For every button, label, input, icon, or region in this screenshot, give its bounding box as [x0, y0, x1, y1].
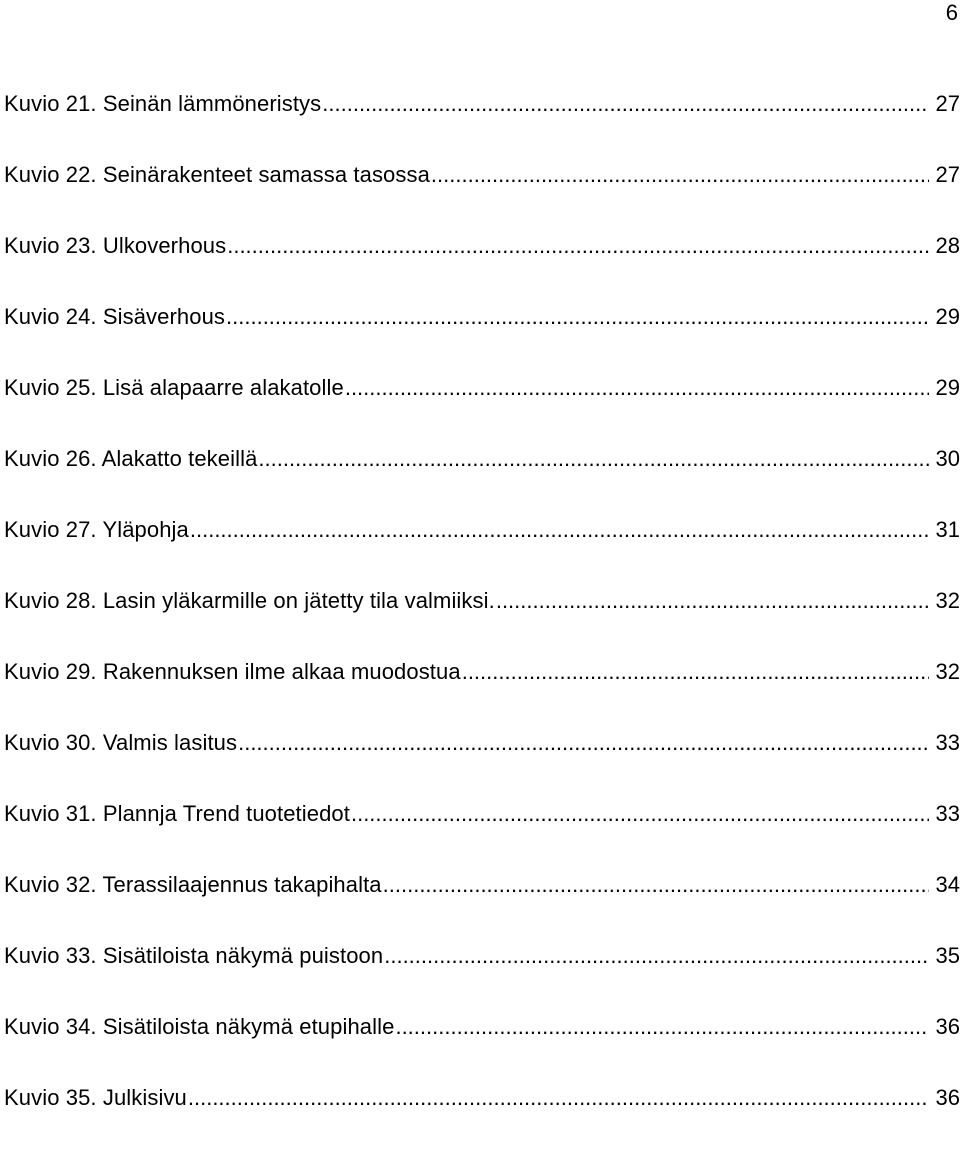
dot-leader	[384, 938, 929, 974]
figure-list	[4, 86, 960, 1151]
entry-title: Kuvio 24. Sisäverhous	[4, 304, 226, 329]
entry-page-number: 33	[935, 801, 960, 826]
entry-page-number: 30	[935, 446, 960, 471]
entry-page-number: 28	[935, 233, 960, 258]
entry-page-number: 36	[935, 1014, 960, 1039]
dot-leader	[383, 867, 929, 903]
figure-list-entry[interactable]	[4, 867, 960, 938]
dot-leader	[190, 512, 929, 548]
dot-leader	[395, 1009, 929, 1045]
figure-list-entry[interactable]	[4, 228, 960, 299]
figure-list-entry[interactable]	[4, 441, 960, 512]
entry-title: Kuvio 28. Lasin yläkarmille on jätetty tila valmiiksi.	[4, 588, 495, 613]
entry-title: Kuvio 33. Sisätiloista näkymä puistoon	[4, 943, 384, 968]
figure-list-entry[interactable]	[4, 512, 960, 583]
entry-page-number: 31	[935, 517, 960, 542]
entry-page-number: 27	[935, 91, 960, 116]
entry-page-number: 29	[935, 304, 960, 329]
dot-leader	[238, 725, 929, 761]
entry-title: Kuvio 21. Seinän lämmöneristys	[4, 91, 322, 116]
figure-list-entry[interactable]	[4, 938, 960, 1009]
entry-title: Kuvio 27. Yläpohja	[4, 517, 189, 542]
entry-title: Kuvio 30. Valmis lasitus	[4, 730, 238, 755]
entry-title: Kuvio 26. Alakatto tekeillä	[4, 446, 258, 471]
figure-list-entry[interactable]	[4, 157, 960, 228]
dot-leader	[351, 796, 929, 832]
entry-page-number: 34	[935, 872, 960, 897]
entry-page-number: 35	[935, 943, 960, 968]
entry-title: Kuvio 34. Sisätiloista näkymä etupihalle	[4, 1014, 395, 1039]
figure-list-entry[interactable]	[4, 725, 960, 796]
figure-list-entry[interactable]	[4, 796, 960, 867]
figure-list-entry[interactable]	[4, 1080, 960, 1151]
dot-leader	[188, 1080, 929, 1116]
dot-leader	[322, 86, 929, 122]
entry-title: Kuvio 31. Plannja Trend tuotetiedot	[4, 801, 350, 826]
figure-list-entry[interactable]	[4, 86, 960, 157]
entry-title: Kuvio 29. Rakennuksen ilme alkaa muodostua	[4, 659, 461, 684]
entry-page-number: 32	[935, 659, 960, 684]
entry-title: Kuvio 25. Lisä alapaarre alakatolle	[4, 375, 344, 400]
entry-page-number: 29	[935, 375, 960, 400]
figure-list-entry[interactable]	[4, 370, 960, 441]
figure-list-entry[interactable]	[4, 583, 960, 654]
dot-leader	[462, 654, 929, 690]
dot-leader	[431, 157, 929, 193]
dot-leader	[227, 228, 929, 264]
figure-list-entry[interactable]	[4, 1009, 960, 1080]
entry-page-number: 36	[935, 1085, 960, 1110]
page-number: 6	[945, 0, 958, 25]
entry-page-number: 33	[935, 730, 960, 755]
dot-leader	[226, 299, 929, 335]
figure-list-entry[interactable]	[4, 654, 960, 725]
entry-title: Kuvio 35. Julkisivu	[4, 1085, 187, 1110]
dot-leader	[496, 583, 929, 619]
dot-leader	[258, 441, 929, 477]
entry-page-number: 27	[935, 162, 960, 187]
entry-page-number: 32	[935, 588, 960, 613]
figure-list-entry[interactable]	[4, 299, 960, 370]
entry-title: Kuvio 23. Ulkoverhous	[4, 233, 227, 258]
entry-title: Kuvio 32. Terassilaajennus takapihalta	[4, 872, 382, 897]
entry-title: Kuvio 22. Seinärakenteet samassa tasossa	[4, 162, 430, 187]
dot-leader	[345, 370, 929, 406]
